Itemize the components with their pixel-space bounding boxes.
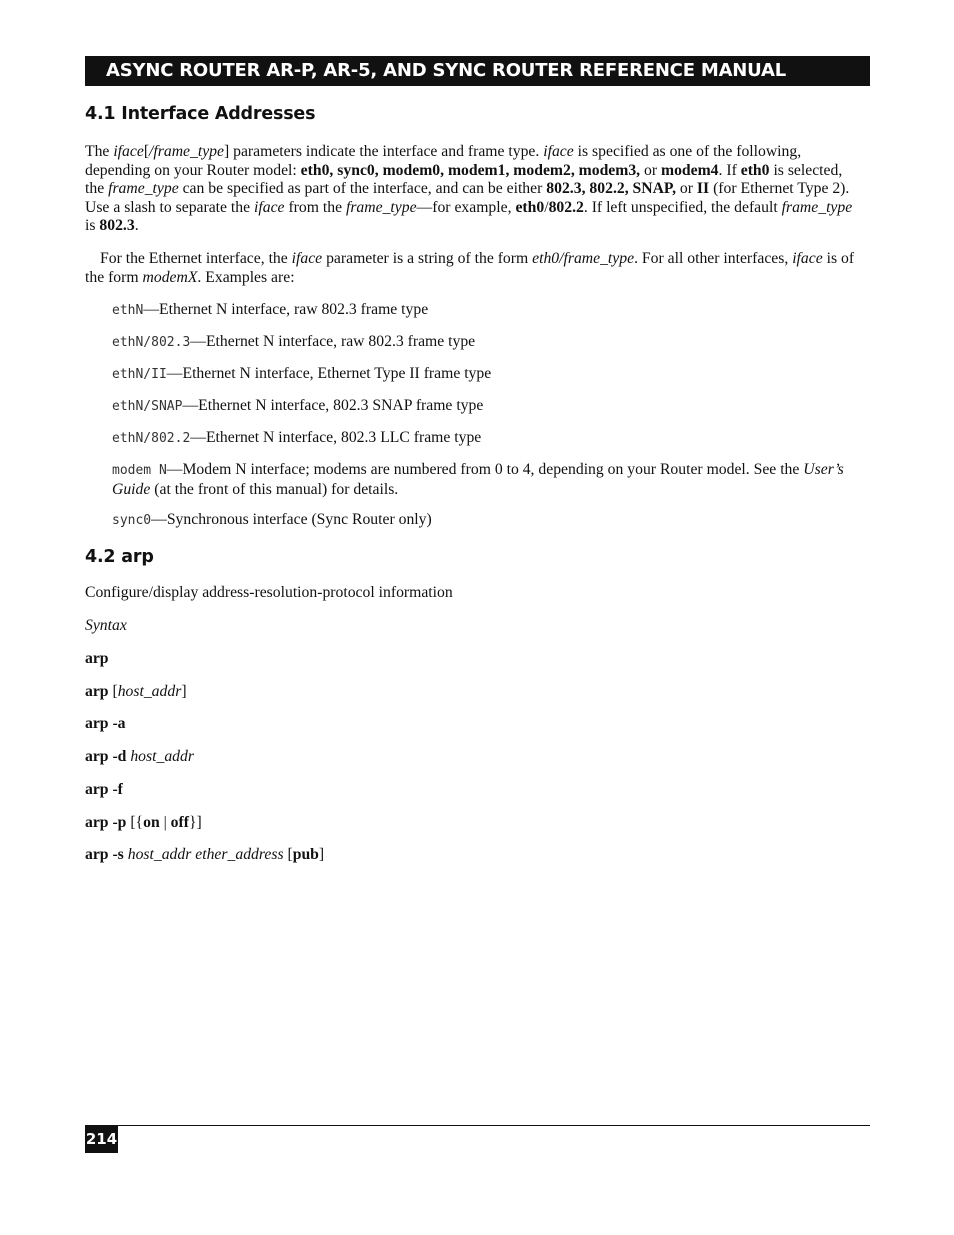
arp-description: Configure/display address-resolution-protocol information [85,584,453,601]
syntax-line: arp [85,650,109,667]
syntax-label: Syntax [85,617,127,634]
syntax-line: arp -d host_addr [85,748,194,765]
example-code: sync0 [112,513,152,528]
syntax-line: arp -p [{on | off}] [85,814,202,831]
page-number: 214 [85,1125,118,1153]
syntax-line: arp [host_addr] [85,683,187,700]
syntax-line: arp -a [85,715,126,732]
example-item: ethN/SNAP—Ethernet N interface, 802.3 SNAP frame type [112,397,484,414]
paragraph-iface-intro: The iface[/frame_type] parameters indicate the interface and frame type. iface is specified as one of the following, depending on your Router model: eth0, sync0, modem0, modem1, modem2, modem3, or modem4. If eth0 is selected, the frame_type can be specified as part of the interface, and can be either 802.3, 802.2, SNAP, or II (for Ethernet Type 2). Use a slash to separate the iface from the frame_type—for example, eth0/802.2. If left unspecified, the default frame_type is 802.3. [85,143,853,234]
example-item: ethN—Ethernet N interface, raw 802.3 frame type [112,301,429,318]
example-item: sync0—Synchronous interface (Sync Router only) [112,511,432,528]
syntax-line: arp -s host_addr ether_address [pub] [85,846,325,863]
example-item: ethN/II—Ethernet N interface, Ethernet Type II frame type [112,365,492,382]
example-item: ethN/802.3—Ethernet N interface, raw 802.3 frame type [112,333,476,350]
section-heading-arp: 4.2 arp [85,547,154,567]
manual-header-bar [85,56,870,86]
example-item: modem N—Modem N interface; modems are numbered from 0 to 4, depending on your Router model. See the User’s Guide (at the front of this manual) for details. [112,461,844,498]
example-code: ethN [112,303,144,318]
footer-rule [85,1125,870,1126]
paragraph-ethernet-interface: For the Ethernet interface, the iface parameter is a string of the form eth0/frame_type. For all other interfaces, iface is of the form modemX. Examples are: [85,250,855,286]
example-item: ethN/802.2—Ethernet N interface, 802.3 LLC frame type [112,429,482,446]
section-heading-interface-addresses: 4.1 Interface Addresses [85,104,316,124]
example-code: modem N [112,463,167,478]
example-code: ethN/802.3 [112,335,191,350]
example-code: ethN/802.2 [112,431,191,446]
manual-title: ASYNC ROUTER AR-P, AR-5, AND SYNC ROUTER REFERENCE MANUAL [106,60,787,81]
syntax-line: arp -f [85,781,123,798]
example-code: ethN/II [112,367,167,382]
example-code: ethN/SNAP [112,399,183,414]
